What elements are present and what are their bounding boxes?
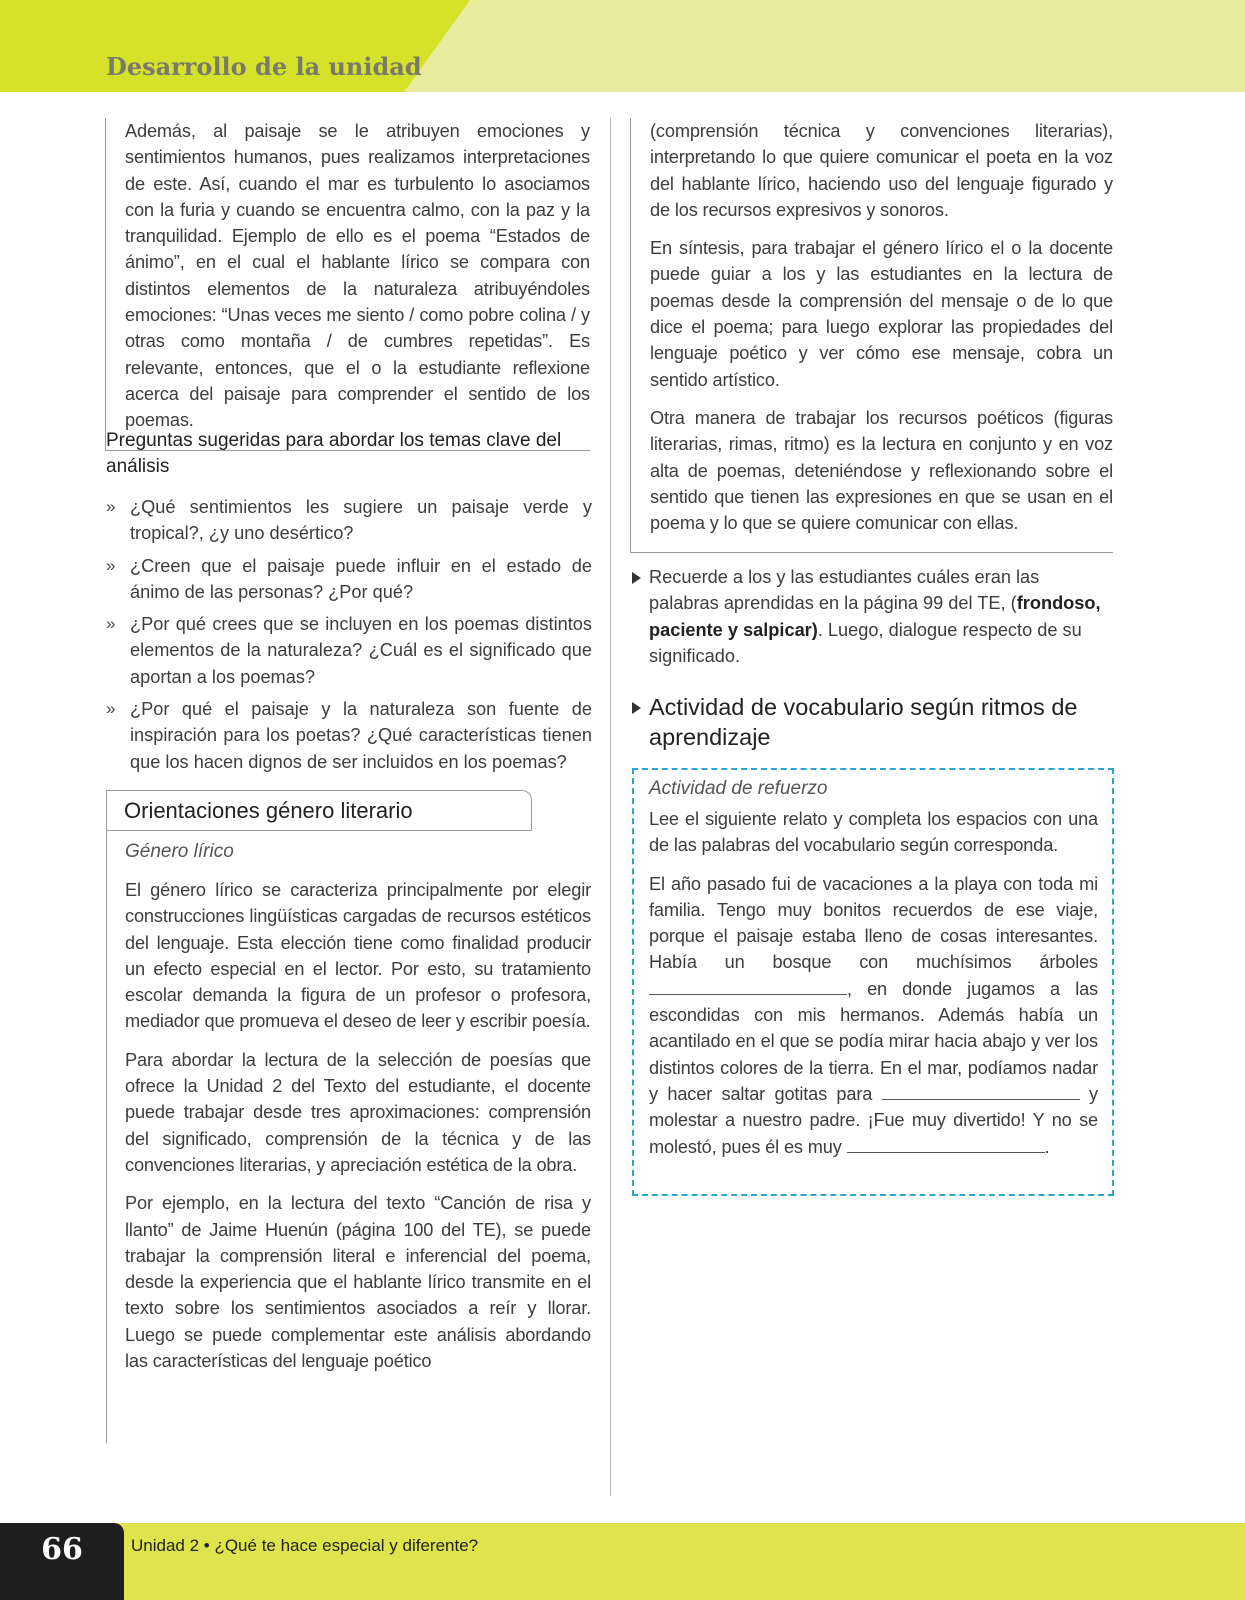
recuerde-note: Recuerde a los y las estudiantes cuáles eran las palabras aprendidas en la página 99 del TE, (frondoso, paciente y salpicar). Luego, dialogue respecto de su significado. — [630, 564, 1108, 669]
questions-list — [106, 494, 592, 781]
question-item: » ¿Qué sentimientos les sugiere un paisaje verde y tropical?, ¿y uno desértico? — [106, 494, 592, 547]
activity-instruction: Lee el siguiente relato y completa los espacios con una de las palabras del vocabulario según corresponda. — [649, 809, 1098, 856]
bullet-icon: » — [106, 614, 116, 634]
questions-heading: Preguntas sugeridas para abordar los temas clave del análisis — [106, 430, 562, 477]
bullet-icon: » — [106, 555, 116, 575]
orientations-tab-title: Orientaciones género literario — [106, 790, 532, 830]
blank-line[interactable] — [649, 976, 847, 995]
continuation-paragraph: (comprensión técnica y convenciones literarias), interpretando lo que quiere comunicar el poeta en la voz del hablante lírico, haciendo uso del lenguaje figurado y de los recursos expresivos y sonoros. — [650, 121, 1113, 220]
blank-line[interactable] — [882, 1081, 1080, 1100]
column-divider — [610, 118, 611, 1496]
page-number: 66 — [41, 1532, 83, 1567]
bullet-icon: » — [106, 699, 116, 719]
vocabulary-words: frondoso, paciente y salpicar) — [649, 593, 1101, 640]
orientations-paragraph: Para abordar la lectura de la selección de poesías que ofrece la Unidad 2 del Texto del estudiante, el docente puede trabajar desde tres aproximaciones: comprensión del significado, comprensión de la técnica y de las convenciones literarias, y apreciación estética de la obra. — [125, 1049, 591, 1175]
orientations-body — [106, 831, 591, 1443]
poetic-resources-paragraph: Otra manera de trabajar los recursos poéticos (figuras literarias, rimas, ritmo) es la lectura en conjunto y en voz alta de poemas, deteniéndose y reflexionando sobre el sentido que tienen las expresiones en que se usan en el poema y lo que se quiere comunicar con ellas. — [650, 407, 1113, 534]
triangle-bullet-icon — [632, 572, 641, 584]
section-title: Desarrollo de la unidad — [106, 52, 422, 81]
activity-story: El año pasado fui de vacaciones a la playa con toda mi familia. Tengo muy bonitos recuerdos de ese viaje, porque el paisaje estaba lleno de cosas interesantes. Había un bosque con muchísimos árboles , en donde jugamos a las escondidas con mis hermanos. Además había un acantilado en el que se podía mirar hacia abajo y ver los distintos colores de la tierra. En el mar, podíamos nadar y hacer saltar gotitas para y molestar a nuestro padre. ¡Fue muy divertido! Y no se molestó, pues él es muy . — [649, 873, 1098, 1157]
reinforcement-activity-box — [632, 768, 1114, 1196]
bullet-icon: » — [106, 497, 116, 516]
landscape-paragraph: Además, al paisaje se le atribuyen emociones y sentimientos humanos, pues realizamos interpretaciones de este. Así, cuando el mar es turbulento lo asociamos con la furia y cuando se encuentra calmo, con la paz y la tranquilidad. Ejemplo de ello es el poema “Estados de ánimo”, en el cual el hablante lírico se compara con distintos elementos de la naturaleza atribuyéndoles emociones: “Unas veces me siento / como pobre colina / y otras como montaña / de cumbres repetidas”. Es relevante, entonces, que el o la estudiante reflexione acerca del paisaje para comprender el sentido de los poemas. — [125, 121, 590, 431]
blank-line[interactable] — [847, 1134, 1045, 1153]
orientations-paragraph: El género lírico se caracteriza principalmente por elegir construcciones lingüísticas cargadas de recursos estéticos del lenguaje. Esta elección tiene como finalidad producir un efecto especial en el lector. Por esto, su tratamiento escolar demanda la figura de un profesor o profesora, mediador que promueva el deseo de leer y escribir poesía. — [125, 880, 591, 1032]
continuation-text-box — [630, 118, 1113, 553]
question-item: » ¿Creen que el paisaje puede influir en el estado de ánimo de las personas? ¿Por qué? — [106, 553, 592, 606]
triangle-bullet-icon — [632, 702, 641, 714]
landscape-text-box — [105, 118, 590, 451]
reinforcement-label: Actividad de refuerzo — [649, 778, 828, 799]
synthesis-paragraph: En síntesis, para trabajar el género lírico el o la docente puede guiar a los y las estudiantes en la lectura de poemas desde la comprensión del mensaje o de lo que dice el poema; para luego explorar las propiedades del lenguaje poético y ver cómo ese mensaje, cobra un sentido artístico. — [650, 238, 1113, 390]
question-item: » ¿Por qué el paisaje y la naturaleza son fuente de inspiración para los poetas? ¿Qué características tienen que los hacen dignos de ser incluidos en los poemas? — [106, 696, 592, 775]
activity-heading: Actividad de vocabulario según ritmos de aprendizaje — [630, 692, 1108, 752]
footer-unit-title: Unidad 2 • ¿Qué te hace especial y diferente? — [131, 1536, 479, 1555]
footer-band — [0, 1523, 1245, 1600]
orientations-subtitle: Género lírico — [125, 841, 234, 862]
orientations-paragraph: Por ejemplo, en la lectura del texto “Canción de risa y llanto” de Jaime Huenún (página 100 del TE), se puede trabajar la comprensión literal e inferencial del poema, desde la experiencia que el hablante lírico transmite en el texto sobre los sentimientos asociados a reír y llorar. Luego se puede complementar este análisis abordando las características del lenguaje poético — [125, 1193, 591, 1372]
question-item: » ¿Por qué crees que se incluyen en los poemas distintos elementos de la naturaleza? ¿Cuál es el significado que aportan a los poemas? — [106, 611, 592, 690]
